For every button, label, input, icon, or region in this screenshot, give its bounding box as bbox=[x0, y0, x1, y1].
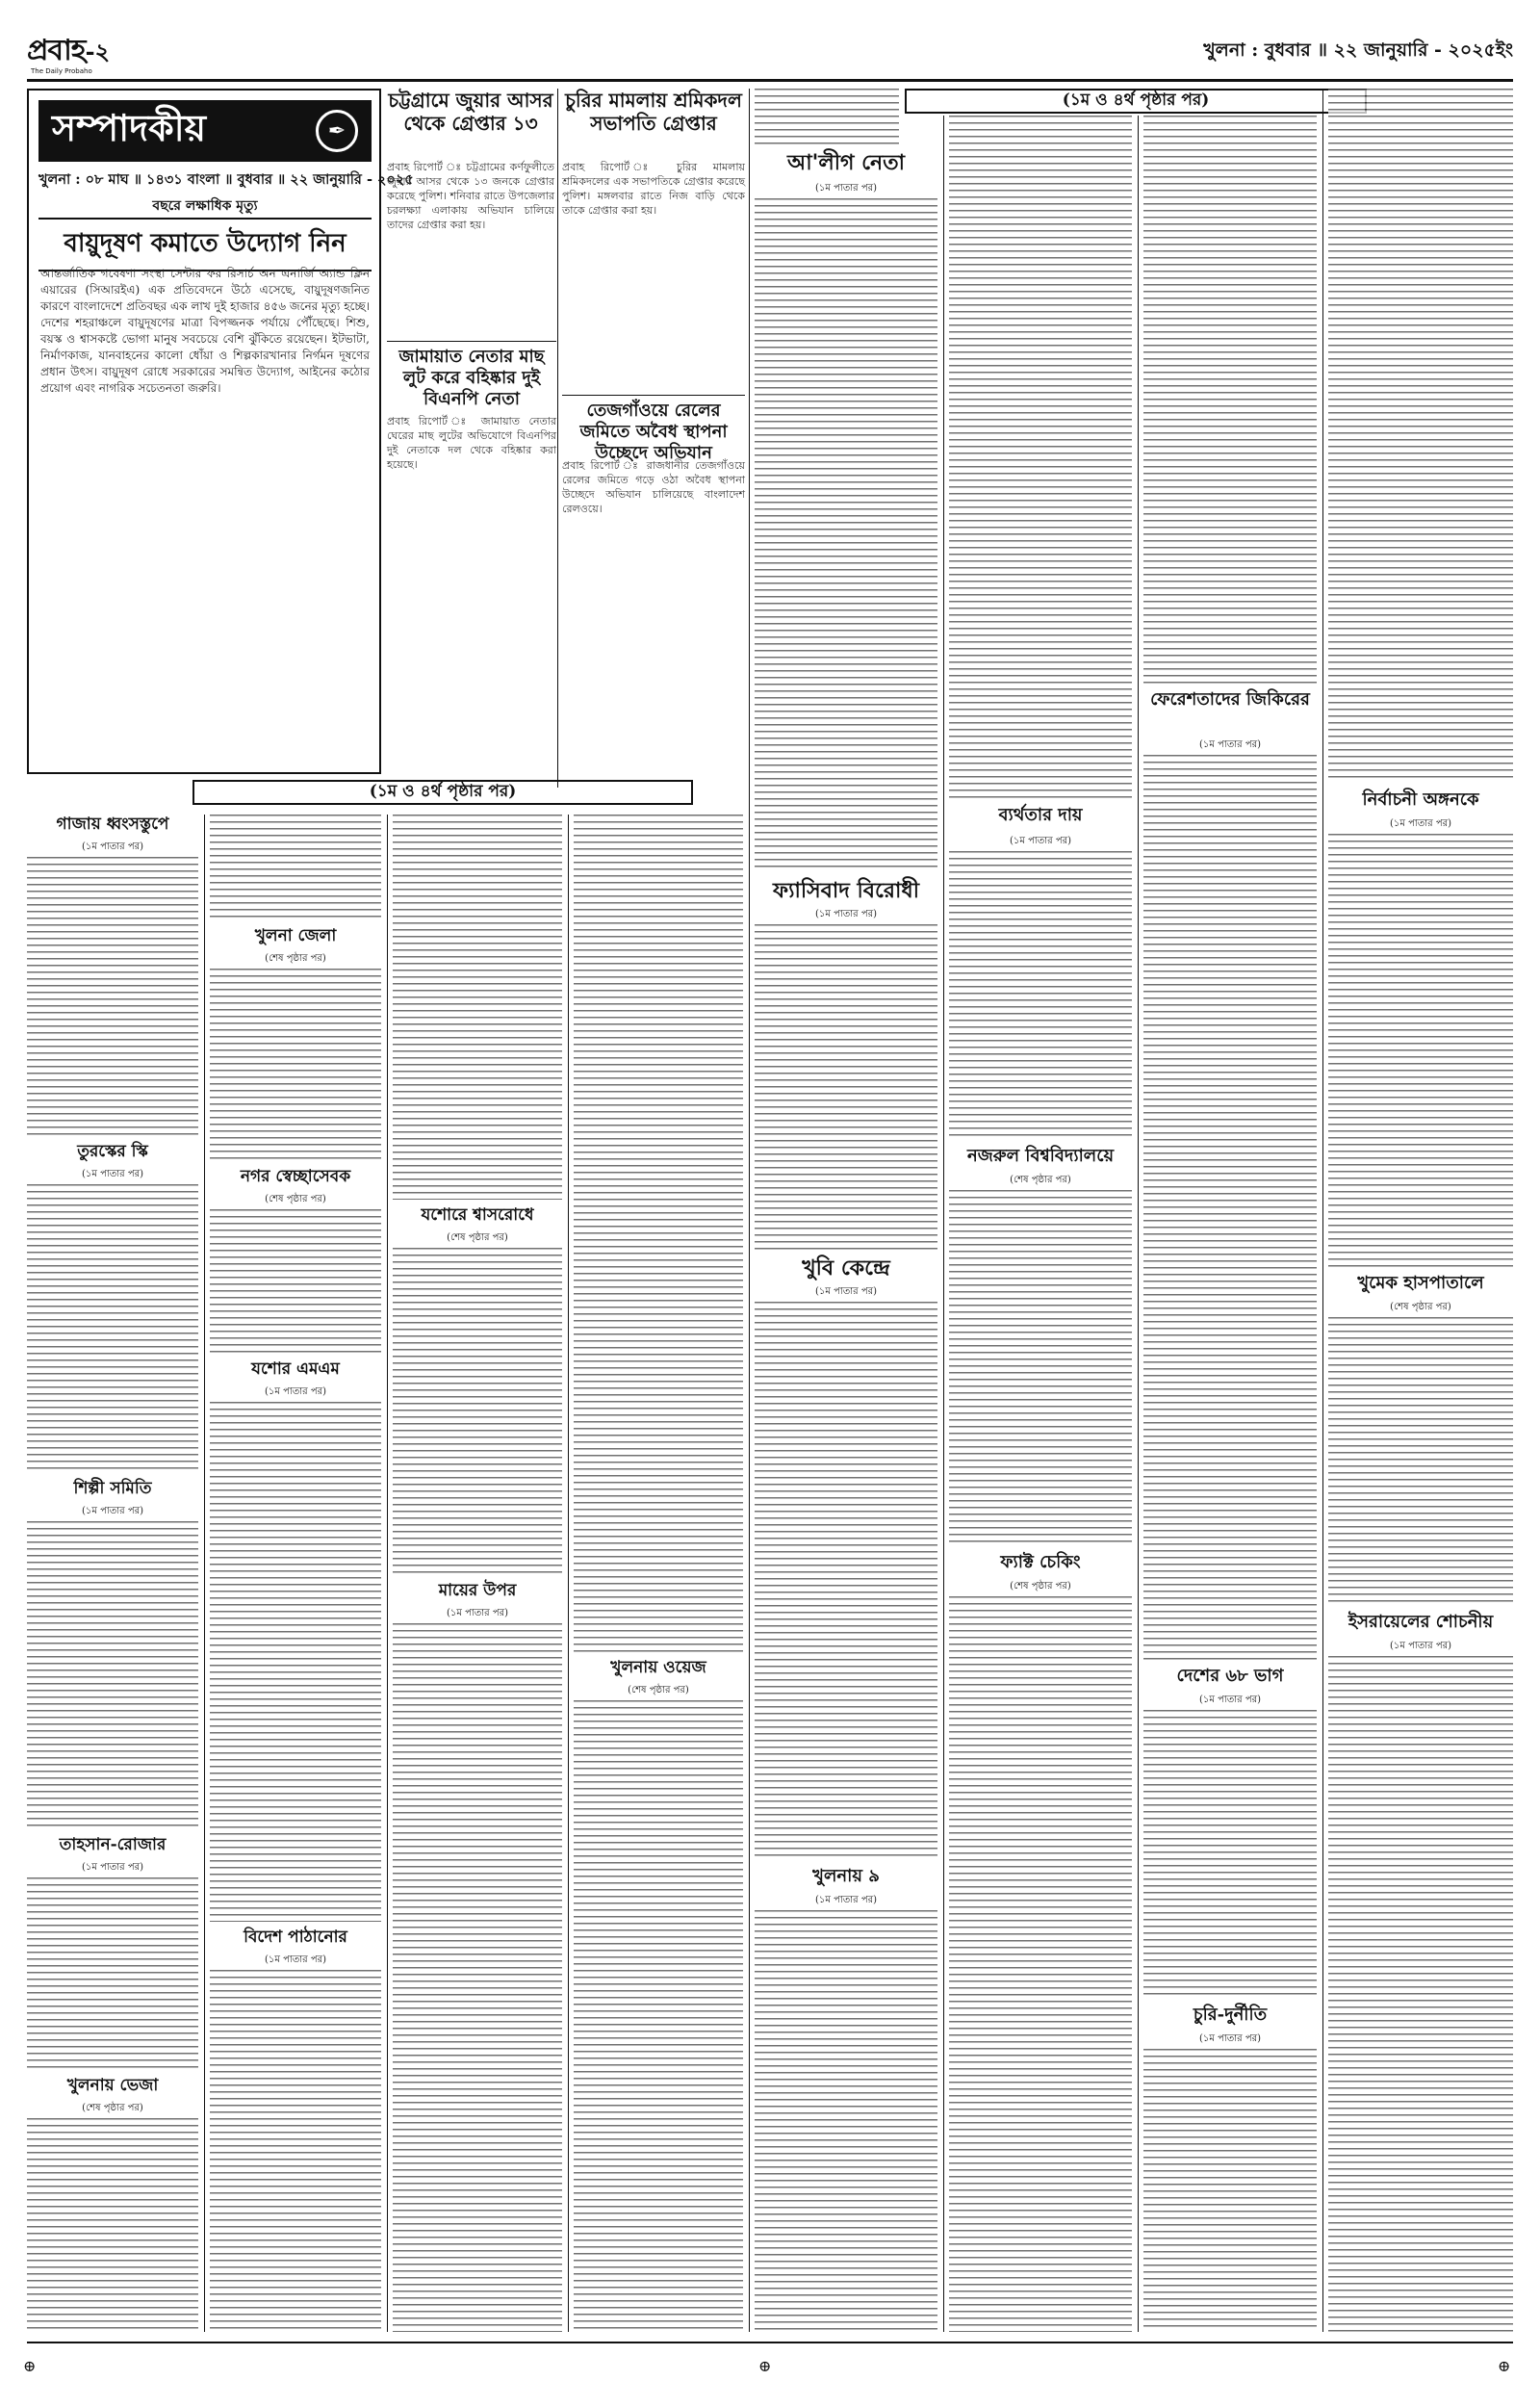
story-headline: খুবি কেন্দ্রে bbox=[802, 1255, 890, 1281]
text-column bbox=[27, 1877, 198, 2070]
story-headline: খুলনায় ৯ bbox=[812, 1866, 880, 1886]
registration-mark-icon: ⊕ bbox=[23, 2357, 37, 2375]
text-column bbox=[210, 969, 381, 1161]
story-headline-block bbox=[210, 1359, 381, 1385]
story-headline-block bbox=[387, 347, 556, 410]
story-headline: ফ্যাক্ট চেকিং bbox=[1000, 1552, 1081, 1572]
story-body: প্রবাহ রিপোর্ট ঃ চুরির মামলায় শ্রমিকদলের এক সভাপতিকে গ্রেপ্তার করেছে পুলিশ। মঙ্গলবার রাতে নিজ বাড়ি থেকে তাকে গ্রেপ্তার করা হয়। bbox=[562, 161, 745, 217]
story-jump-label: (১ম পাতার পর) bbox=[814, 183, 878, 194]
page-dateline: খুলনা : বুধবার ॥ ২২ জানুয়ারি - ২০২৫ইং bbox=[1203, 39, 1513, 61]
story-headline: জামায়াত নেতার মাছ লুট করে বহিষ্কার দুই বিএনপি নেতা bbox=[398, 347, 545, 409]
text-column bbox=[949, 1190, 1132, 1546]
story-headline: যশোর এমএম bbox=[251, 1359, 340, 1379]
story-headline-block bbox=[1328, 789, 1513, 816]
text-column bbox=[1143, 1710, 1317, 1999]
pen-nib-icon: ✒ bbox=[316, 110, 358, 152]
story-jump-label: (শেষ পৃষ্ঠার পর) bbox=[628, 1685, 689, 1695]
story-headline: যশোরে শ্বাসরোধে bbox=[421, 1205, 534, 1225]
story-headline: খুমেক হাসপাতালে bbox=[1357, 1273, 1484, 1293]
story-jump-label: (১ম পাতার পর) bbox=[1389, 818, 1452, 829]
story-headline: চুরির মামলায় শ্রমিকদল সভাপতি গ্রেপ্তার bbox=[565, 89, 742, 135]
story-headline: তাহসান-রোজার bbox=[59, 1835, 167, 1854]
story-headline-block bbox=[755, 1866, 937, 1893]
text-column bbox=[949, 851, 1132, 1140]
text-column bbox=[27, 2118, 198, 2332]
text-column bbox=[1143, 755, 1317, 1660]
story-jump-label: (শেষ পৃষ্ঠার পর) bbox=[265, 1194, 326, 1204]
story-headline-block bbox=[755, 1255, 937, 1284]
text-column bbox=[755, 1302, 937, 1860]
newspaper-logo bbox=[27, 27, 171, 77]
text-column bbox=[1143, 2049, 1317, 2332]
top-rule bbox=[27, 79, 1513, 82]
story-headline: খুলনায় ভেজা bbox=[66, 2076, 159, 2095]
text-column bbox=[574, 815, 743, 1652]
story-jump-label: (১ম পাতার পর) bbox=[446, 1608, 509, 1618]
story-jump-label: (১ম পাতার পর) bbox=[81, 1506, 144, 1516]
text-column bbox=[1328, 1656, 1513, 2332]
jump-banner-top: (১ম ও ৪র্থ পৃষ্ঠার পর) bbox=[905, 89, 1367, 114]
story-headline: আ'লীগ নেতা bbox=[786, 150, 906, 175]
story-headline-block bbox=[949, 805, 1132, 834]
story-jump-label: (১ম পাতার পর) bbox=[814, 1895, 878, 1905]
story-body: প্রবাহ রিপোর্ট ঃ জামায়াত নেতার ঘেরের মাছ লুটের অভিযোগে বিএনপির দুই নেতাকে দল থেকে বহিষ্কার করা হয়েছে। bbox=[387, 415, 556, 471]
story-jump-label: (১ম পাতার পর) bbox=[1389, 1641, 1452, 1651]
text-column bbox=[1328, 89, 1513, 782]
story-headline-block bbox=[210, 1167, 381, 1192]
story-jump-label: (শেষ পৃষ্ঠার পর) bbox=[447, 1232, 508, 1243]
story-headline: চট্টগ্রামে জুয়ার আসর থেকে গ্রেপ্তার ১৩ bbox=[388, 89, 553, 135]
story-headline-block bbox=[1328, 1612, 1513, 1639]
registration-mark-icon: ⊕ bbox=[1498, 2357, 1511, 2375]
text-column bbox=[1328, 1317, 1513, 1606]
story-jump-label: (শেষ পৃষ্ঠার পর) bbox=[1010, 1581, 1071, 1592]
text-column bbox=[755, 89, 899, 146]
text-column bbox=[949, 1596, 1132, 2332]
editorial-banner bbox=[38, 100, 372, 162]
logo-text: প্রবাহ bbox=[27, 34, 86, 67]
story-headline-block bbox=[27, 1835, 198, 1860]
story-headline: দেশের ৬৮ ভাগ bbox=[1176, 1666, 1284, 1686]
story-headline-block bbox=[1328, 1273, 1513, 1300]
logo-tagline: The Daily Probaho bbox=[31, 67, 92, 75]
story-jump-label: (১ম পাতার পর) bbox=[814, 909, 878, 919]
text-column bbox=[755, 198, 937, 872]
story-headline: ব্যর্থতার দায় bbox=[998, 805, 1083, 825]
story-headline: চুরি-দুর্নীতি bbox=[1193, 2005, 1268, 2025]
text-column bbox=[27, 857, 198, 1136]
story-headline: নজরুল বিশ্ববিদ্যালয়ে bbox=[966, 1146, 1115, 1166]
story-jump-label: (শেষ পৃষ্ঠার পর) bbox=[82, 2103, 143, 2113]
text-column bbox=[210, 1402, 381, 1922]
story-headline: তেজগাঁওয়ে রেলের জমিতে অবৈধ স্থাপনা উচ্ছেদে অভিযান bbox=[579, 401, 728, 463]
text-column bbox=[755, 1910, 937, 2334]
story-headline-block bbox=[27, 1479, 198, 1504]
text-column bbox=[1328, 834, 1513, 1267]
editorial-dateline: খুলনা : ০৮ মাঘ ॥ ১৪৩১ বাংলা ॥ বুধবার ॥ ২২ জানুয়ারি - ২০২৫ bbox=[38, 171, 414, 188]
story-headline-block bbox=[393, 1581, 562, 1606]
story-headline-block bbox=[755, 878, 937, 907]
story-jump-label: (শেষ পৃষ্ঠার পর) bbox=[1010, 1175, 1071, 1185]
text-column bbox=[393, 1623, 562, 2332]
story-headline: বিদেশ পাঠানোর bbox=[244, 1928, 347, 1947]
story-jump-label: (১ম পাতার পর) bbox=[1198, 739, 1262, 750]
story-headline: খুলনা জেলা bbox=[254, 926, 337, 945]
story-headline-block bbox=[387, 89, 554, 156]
text-column bbox=[949, 116, 1132, 799]
editorial-box bbox=[27, 89, 414, 774]
editorial-title: সম্পাদকীয় bbox=[52, 106, 206, 149]
story-headline-block bbox=[949, 1552, 1132, 1579]
story-headline-block bbox=[562, 401, 745, 463]
registration-mark-icon: ⊕ bbox=[758, 2357, 772, 2375]
story-headline-block bbox=[949, 1146, 1132, 1173]
story-jump-label: (১ম পাতার পর) bbox=[81, 1862, 144, 1873]
story-jump-label: (১ম পাতার পর) bbox=[81, 841, 144, 852]
story-headline-block bbox=[562, 89, 745, 156]
story-jump-label: (১ম পাতার পর) bbox=[264, 1386, 327, 1397]
text-column bbox=[27, 1184, 198, 1473]
story-headline-block bbox=[1143, 1666, 1317, 1693]
story-body: প্রবাহ রিপোর্ট ঃ রাজধানীর তেজগাঁওয়ে রেলের জমিতে গড়ে ওঠা অবৈধ স্থাপনা উচ্ছেদে অভিযান চালিয়েছে বাংলাদেশ রেলওয়ে। bbox=[562, 459, 745, 515]
story-jump-label: (১ম পাতার পর) bbox=[1198, 1695, 1262, 1705]
jump-banner-mid: (১ম ও ৪র্থ পৃষ্ঠার পর) bbox=[192, 780, 693, 805]
story-headline-block bbox=[210, 926, 381, 951]
story-headline-block bbox=[27, 2076, 198, 2101]
story-headline-block bbox=[393, 1205, 562, 1230]
story-headline-block bbox=[27, 815, 198, 840]
text-column bbox=[393, 1248, 562, 1575]
story-jump-label: (শেষ পৃষ্ঠার পর) bbox=[1390, 1302, 1451, 1312]
text-column bbox=[574, 1700, 743, 2332]
story-headline: খুলনায় ওয়েজ bbox=[610, 1658, 706, 1677]
editorial-deck: বছরে লক্ষাধিক মৃত্যু bbox=[152, 198, 258, 214]
story-headline: ফেরেশতাদের জিকিরের bbox=[1150, 689, 1310, 710]
story-jump-label: (১ম পাতার পর) bbox=[264, 1954, 327, 1965]
masthead bbox=[27, 27, 1513, 77]
text-column bbox=[1143, 116, 1317, 684]
editorial-body: আন্তর্জাতিক গবেষণা সংস্থা সেন্টার ফর রিসার্চ অন এনার্জি অ্যান্ড ক্লিন এয়ারের (সিআরইএ) এক প্রতিবেদনে উঠে এসেছে, বায়ুদূষণজনিত কারণে বাংলাদেশে প্রতিবছর এক লাখ দুই হাজার ৪৫৬ জনের মৃত্যু হচ্ছে। দেশের শহরাঞ্চলে বায়ুদূষণের মাত্রা বিপজ্জনক পর্যায়ে পৌঁছেছে। শিশু, বয়স্ক ও শ্বাসকষ্টে ভোগা মানুষ সবচেয়ে বেশি ঝুঁকিতে রয়েছেন। ইটভাটা, নির্মাণকাজ, যানবাহনের কালো ধোঁয়া ও শিল্পকারখানার নির্গমন দূষণের প্রধান উৎস। বায়ুদূষণ রোধে সরকারের সমন্বিত উদ্যোগ, আইনের কঠোর প্রয়োগ এবং নাগরিক সচেতনতা জরুরি। bbox=[40, 267, 370, 395]
text-column bbox=[27, 1521, 198, 1829]
story-body: প্রবাহ রিপোর্ট ঃ চট্টগ্রামের কর্ণফুলীতে জুয়ার আসর থেকে ১৩ জনকে গ্রেপ্তার করেছে পুলিশ। শনিবার রাতে উপজেলার চরলক্ষ্যা এলাকায় অভিযান চালিয়ে তাদের গ্রেপ্তার করা হয়। bbox=[387, 161, 554, 231]
text-column bbox=[210, 1209, 381, 1354]
text-column bbox=[210, 815, 381, 920]
story-jump-label: (শেষ পৃষ্ঠার পর) bbox=[265, 953, 326, 964]
page-number: -২ bbox=[85, 38, 111, 65]
story-jump-label: (১ম পাতার পর) bbox=[1009, 836, 1072, 846]
story-jump-label: (১ম পাতার পর) bbox=[81, 1169, 144, 1179]
story-headline-block bbox=[574, 1658, 743, 1683]
story-headline: শিল্পী সমিতি bbox=[73, 1479, 152, 1498]
text-column bbox=[210, 1970, 381, 2332]
editorial-headline: বায়ুদূষণ কমাতে উদ্যোগ নিন bbox=[38, 218, 372, 272]
story-headline: ফ্যাসিবাদ বিরোধী bbox=[773, 878, 919, 903]
story-headline: ইসরায়েলের শোচনীয় bbox=[1348, 1612, 1494, 1632]
story-headline-block bbox=[210, 1928, 381, 1953]
story-headline-block bbox=[1143, 689, 1317, 738]
story-headline-block bbox=[1143, 2005, 1317, 2032]
story-headline: তুরস্কের স্কি bbox=[77, 1142, 148, 1161]
text-column bbox=[755, 924, 937, 1252]
story-headline-block bbox=[27, 1142, 198, 1167]
story-headline-block bbox=[755, 150, 937, 181]
story-jump-label: (১ম পাতার পর) bbox=[1198, 2033, 1262, 2044]
story-headline: মায়ের উপর bbox=[438, 1581, 517, 1600]
story-headline: নির্বাচনী অঙ্গনকে bbox=[1362, 789, 1479, 810]
story-headline: গাজায় ধ্বংসস্তুপে bbox=[56, 815, 169, 834]
story-jump-label: (১ম পাতার পর) bbox=[814, 1286, 878, 1297]
text-column bbox=[393, 815, 562, 1200]
story-headline: নগর স্বেচ্ছাসেবক bbox=[240, 1167, 351, 1186]
bottom-rule bbox=[27, 2342, 1513, 2343]
